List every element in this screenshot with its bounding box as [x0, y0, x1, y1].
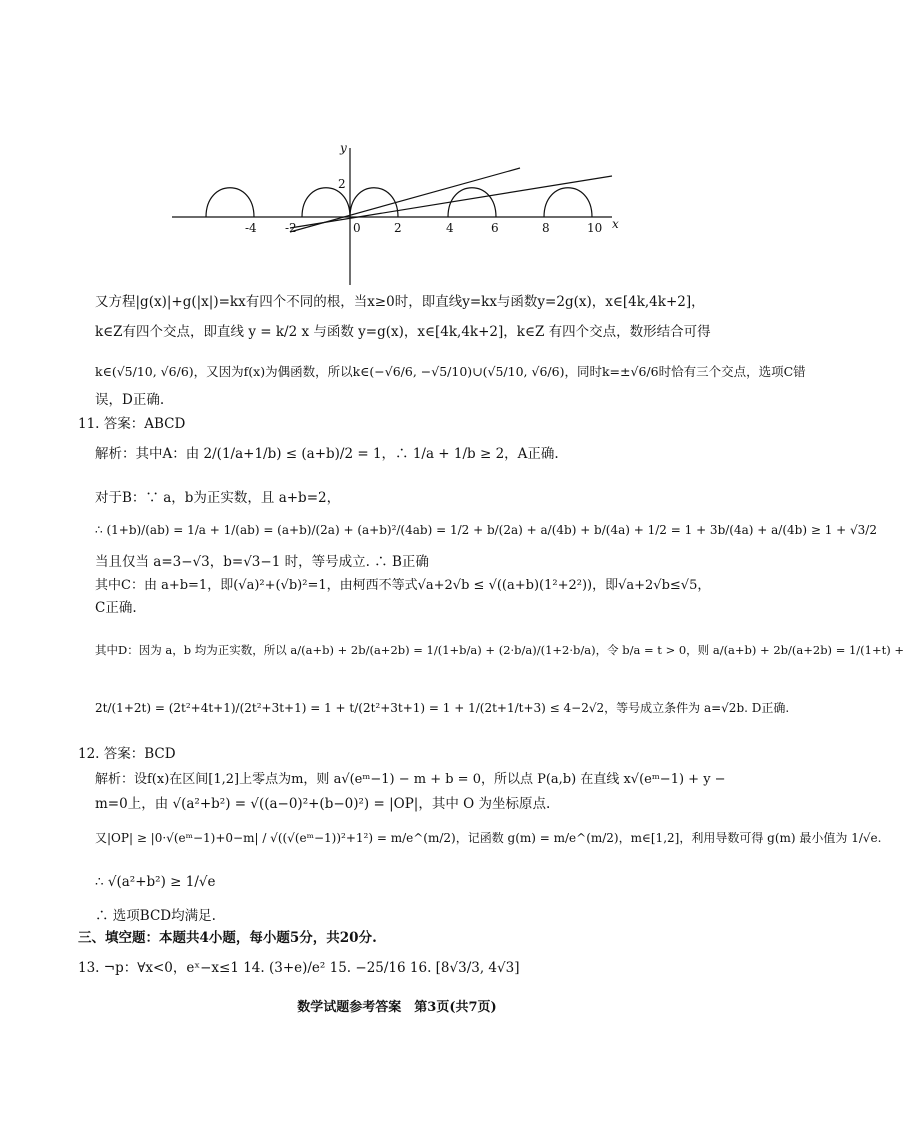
function-graph	[0, 0, 794, 300]
tick-x-6: 6	[491, 221, 499, 235]
q11-part-b-equality: 当且仅当 a=3−√3，b=√3−1 时，等号成立. ∴ B正确	[95, 554, 429, 570]
q12-answer: 12. 答案：BCD	[78, 746, 176, 762]
q11-part-d: 其中D：因为 a，b 均为正实数，所以 a/(a+b) + 2b/(a+2b) = 1/(1+b/a) + (2·b/a)/(1+2·b/a)，令 b/a = t > 0，则 a/(a+b) + 2b/(a+2b) = 1/(1+t) +	[95, 643, 904, 657]
y-axis-label: y	[340, 141, 347, 155]
q12-line3: 又|OP| ≥ |0·√(eᵐ−1)+0−m| / √((√(eᵐ−1))²+1²) = m/e^(m/2)，记函数 g(m) = m/e^(m/2)，m∈[1,2]，利用导数可得 g(m) 最小值为 1/√e.	[95, 831, 882, 845]
tick-x-neg2: -2	[285, 221, 297, 235]
q11-answer: 11. 答案：ABCD	[78, 416, 186, 432]
q11-part-b-intro: 对于B：∵ a，b为正实数，且 a+b=2，	[95, 490, 341, 506]
arch-minus2	[302, 188, 350, 217]
tick-y-2: 2	[338, 177, 346, 191]
tick-x-neg4: -4	[245, 221, 257, 235]
q10-line2: k∈Z有四个交点，即直线 y = k/2 x 与函数 y=g(x)，x∈[4k,4k+2]，k∈Z 有四个交点，数形结合可得	[95, 324, 711, 340]
q10-line4: 误，D正确.	[95, 392, 165, 408]
section3-answers: 13. ¬p：∀x<0，eˣ−x≤1 14. (3+e)/e² 15. −25/16 16. [8√3/3, 4√3]	[78, 960, 520, 976]
q11-part-c-end: C正确.	[95, 600, 137, 616]
arch-minus4	[206, 188, 254, 217]
arch-4	[448, 188, 496, 217]
q11-part-b-formula: ∴ (1+b)/(ab) = 1/a + 1/(ab) = (a+b)/(2a) + (a+b)²/(4ab) = 1/2 + b/(2a) + a/(4b) + b/(4a) + 1/2 = 1 + 3b/(4a) + a/(4b) ≥ 1 + √3/2	[95, 523, 877, 537]
tick-x-2: 2	[394, 221, 402, 235]
page-footer: 数学试题参考答案 第3页(共7页)	[297, 1000, 497, 1015]
x-axis-label: x	[612, 217, 619, 231]
tick-x-8: 8	[542, 221, 550, 235]
q10-line1: 又方程|g(x)|+g(|x|)=kx有四个不同的根，当x≥0时，即直线y=kx与函数y=2g(x)，x∈[4k,4k+2]，	[95, 294, 705, 310]
q11-part-d-cont: 2t/(1+2t) = (2t²+4t+1)/(2t²+3t+1) = 1 + t/(2t²+3t+1) = 1 + 1/(2t+1/t+3) ≤ 4−2√2，等号成立条件为 a=√2b. D正确.	[95, 701, 790, 715]
tick-x-10: 10	[587, 221, 603, 235]
arch-8	[544, 188, 592, 217]
q12-line1: 解析：设f(x)在区间[1,2]上零点为m，则 a√(eᵐ−1) − m + b = 0，所以点 P(a,b) 在直线 x√(eᵐ−1) + y −	[95, 772, 726, 787]
arch-0	[350, 188, 398, 217]
q12-line5: ∴ 选项BCD均满足.	[95, 908, 216, 924]
tick-x-0: 0	[353, 221, 361, 235]
q10-line3: k∈(√5/10, √6/6)，又因为f(x)为偶函数，所以k∈(−√6/6, −√5/10)∪(√5/10, √6/6)，同时k=±√6/6时恰有三个交点，选项C错	[95, 364, 806, 379]
q11-part-a: 解析：其中A：由 2/(1/a+1/b) ≤ (a+b)/2 = 1，∴ 1/a + 1/b ≥ 2，A正确.	[95, 446, 559, 462]
q12-line4: ∴ √(a²+b²) ≥ 1/√e	[95, 874, 216, 890]
q11-part-c: 其中C：由 a+b=1，即(√a)²+(√b)²=1，由柯西不等式√a+2√b ≤ √((a+b)(1²+2²))，即√a+2√b≤√5，	[95, 578, 711, 593]
tick-x-4: 4	[446, 221, 454, 235]
q12-line2: m=0上，由 √(a²+b²) = √((a−0)²+(b−0)²) = |OP|，其中 O 为坐标原点.	[95, 796, 551, 812]
section3-heading: 三、填空题：本题共4小题，每小题5分，共20分.	[78, 930, 377, 946]
